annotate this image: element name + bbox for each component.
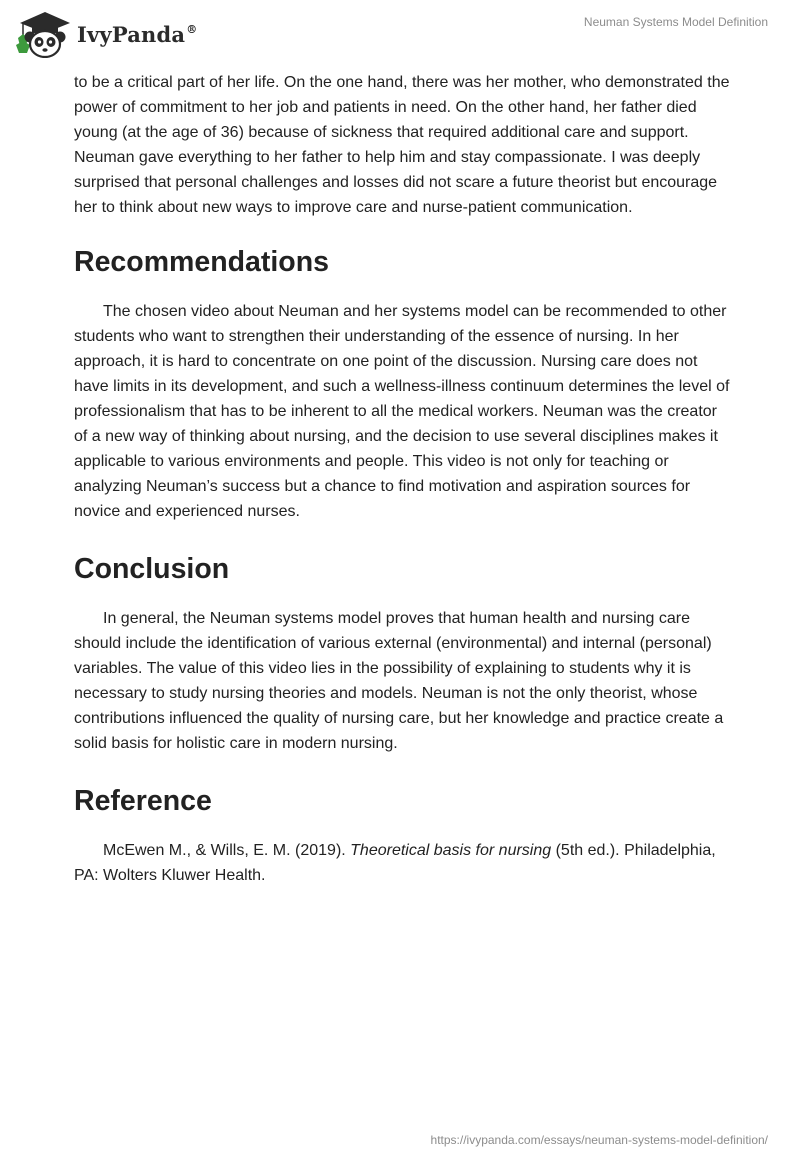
conclusion-heading: Conclusion bbox=[74, 553, 230, 585]
recommendations-paragraph: The chosen video about Neuman and her systems model can be recommended to other students who want to strengthen their understanding of the essence of nursing. In her approach, it is hard to concentrate on one point of the discussion. Nursing care does not have limits in its development, and such a wellness-illness continuum determines the level of professionalism that has to be inherent to all the medical workers. Neuman was the creator of a new way of thinking about nursing, and the decision to use several disciplines makes it applicable to various environments and people. This video is not only for teaching or analyzing Neuman’s success but a chance to find motivation and aspiration sources for novice and experienced nurses. bbox=[74, 303, 730, 520]
brand-name[interactable]: IvyPanda® bbox=[77, 21, 198, 47]
panda-graduate-icon bbox=[14, 8, 74, 58]
brand-logo[interactable] bbox=[14, 8, 197, 58]
registered-mark: ® bbox=[186, 22, 198, 36]
reference-heading: Reference bbox=[74, 785, 212, 817]
essay-body bbox=[74, 70, 734, 888]
recommendations-heading: Recommendations bbox=[74, 246, 329, 278]
source-url[interactable]: https://ivypanda.com/essays/neuman-systems-model-definition/ bbox=[430, 1133, 768, 1147]
reference-authors: McEwen M., & Wills, E. M. (2019). bbox=[103, 842, 351, 859]
reference-entry bbox=[74, 838, 734, 888]
document-title: Neuman Systems Model Definition bbox=[583, 15, 768, 29]
intro-paragraph: to be a critical part of her life. On the one hand, there was her mother, who demonstrated the power of commitment to her job and patients in need. On the other hand, her father died young (at the age of 36) because of sickness that required additional care and support. Neuman gave everything to her father to help him and stay compassionate. I was deeply surprised that personal challenges and losses did not scare a future theorist but encourage her to think about new ways to improve care and nurse-patient communication. bbox=[74, 74, 730, 216]
conclusion-paragraph: In general, the Neuman systems model proves that human health and nursing care should include the identification of various external (environmental) and internal (personal) variables. The value of this video lies in the possibility of explaining to students why it is necessary to study nursing theories and models. Neuman is not the only theorist, whose contributions influenced the quality of nursing care, but her knowledge and practice create a solid basis for holistic care in modern nursing. bbox=[74, 610, 724, 752]
reference-book-title: Theoretical basis for nursing bbox=[350, 842, 552, 859]
reference-details: (5th ed.). Philadelphia, PA: Wolters Kluwer Health. bbox=[74, 842, 716, 884]
